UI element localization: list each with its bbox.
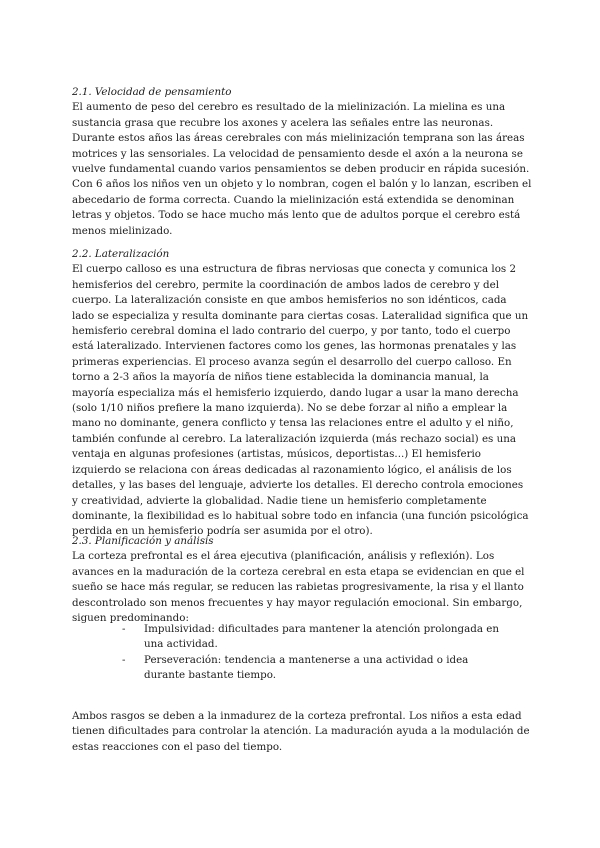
section-heading: 2.1. Velocidad de pensamiento xyxy=(72,86,232,98)
list-item xyxy=(122,622,512,653)
section-heading: 2.2. Lateralización xyxy=(72,248,170,260)
section-paragraph: El aumento de peso del cerebro es resultado de la mielinización. La mielina es una sustancia grasa que recubre los axones y acelera las señales entre las neuronas. Durante estos años las áreas cerebrales con más mielinización temprana son las áreas motrices y las sensoriales. La velocidad de pensamiento desde el axón a la neurona se vuelve fundamental cuando varios pensamientos se deben producir en rápida sucesión. Con 6 años los niños ven un objeto y lo nombran, cogen el balón y lo lanzan, escriben el abecedario de forma correcta. Cuando la mielinización está extendida se denominan letras y objetos. Todo se hace mucho más lento que de adultos porque el cerebro está menos mielinizado. xyxy=(72,101,532,237)
bullet-list xyxy=(122,622,512,684)
section-heading: 2.3. Planificación y análisis xyxy=(72,535,214,547)
section-paragraph: El cuerpo calloso es una estructura de fibras nerviosas que conecta y comunica los 2 hemisferios del cerebro, permite la coordinación de ambos lados de cerebro y del cuerpo. La lateralización consiste en que ambos hemisferios no son idénticos, cada lado se especializa y resulta dominante para ciertas cosas. Lateralidad significa que un hemisferio cerebral domina el lado contrario del cuerpo, y por tanto, todo el cuerpo está lateralizado. Intervienen factores como los genes, las hormonas prenatales y las primeras experiencias. El proceso avanza según el desarrollo del cuerpo calloso. En torno a 2-3 años la mayoría de niños tiene establecida la dominancia manual, la mayoría especializa más el hemisferio izquierdo, dando lugar a usar la mano derecha (solo 1/10 niños prefiere la mano izquierda). No se debe forzar al niño a emplear la mano no dominante, genera conflicto y tensa las relaciones entre el adulto y el niño, también confunde al cerebro. La lateralización izquierda (más rechazo social) es una ventaja en algunas profesiones (artistas, músicos, deportistas...) El hemisferio izquierdo se relaciona con áreas dedicadas al razonamiento lógico, el análisis de los detalles, y las bases del lenguaje, advierte los detalles. El derecho controla emociones y creatividad, advierte la globalidad. Nadie tiene un hemisferio completamente dominante, la flexibilidad es lo habitual sobre todo en infancia (una función psicológica perdida en un hemisferio podría ser asumida por el otro). xyxy=(72,263,529,538)
section-planificacion-analisis xyxy=(72,534,532,626)
bullet-marker: - xyxy=(122,653,126,666)
section-paragraph: La corteza prefrontal es el área ejecutiva (planificación, análisis y reflexión). Los avances en la maduración de la corteza cerebral en esta etapa se evidencian en que el sueño se hace más regular, se reducen las rabietas progresivamente, la risa y el llanto descontrolado son menos frecuentes y hay mayor regulación emocional. Sin embargo, siguen predominando: xyxy=(72,550,525,625)
closing-paragraph: Ambos rasgos se deben a la inmadurez de la corteza prefrontal. Los niños a esta edad tienen dificultades para controlar la atención. La maduración ayuda a la modulación de estas reacciones con el paso del tiempo. xyxy=(72,710,530,753)
list-item-text: Perseveración: tendencia a mantenerse a una actividad o idea durante bastante tiempo. xyxy=(144,653,469,682)
section-velocidad-pensamiento xyxy=(72,85,532,239)
list-item xyxy=(122,653,512,684)
section-lateralizacion xyxy=(72,247,532,540)
list-item-text: Impulsividad: dificultades para mantener la atención prolongada en una actividad. xyxy=(144,623,499,651)
bullet-marker: - xyxy=(122,623,126,635)
